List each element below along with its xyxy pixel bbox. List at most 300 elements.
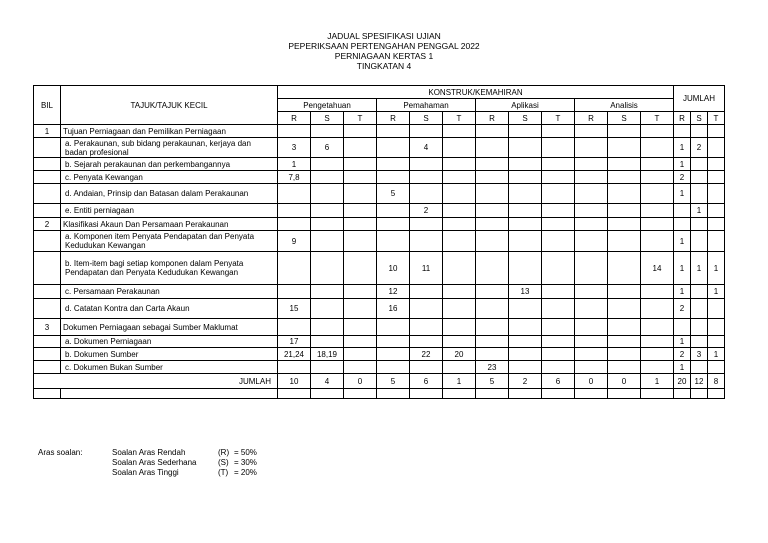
question-number-cell [377,138,410,158]
question-number-cell [575,319,608,336]
question-number-cell: 15 [278,299,311,319]
question-number-cell [410,299,443,319]
question-number-cell [608,231,641,252]
question-number-cell: 7,8 [278,171,311,184]
question-number-cell [311,125,344,138]
question-number-cell [509,361,542,374]
level-header-cell: R [674,112,691,125]
blank-cell [410,389,443,399]
blank-cell [608,389,641,399]
question-number-cell [443,218,476,231]
total-count-cell: 2 [674,348,691,361]
question-number-cell [575,361,608,374]
subtopic-cell: e. Entiti perniagaan [61,204,278,218]
question-number-cell [542,348,575,361]
row-bil [34,348,61,361]
question-number-cell [542,218,575,231]
question-number-cell [443,319,476,336]
total-count-cell [708,361,725,374]
question-number-cell: 6 [311,138,344,158]
row-bil: 1 [34,125,61,138]
question-number-cell [443,252,476,285]
question-number-cell [608,125,641,138]
question-number-cell [311,252,344,285]
question-number-cell [542,158,575,171]
question-number-cell: 9 [278,231,311,252]
level-header-cell: R [278,112,311,125]
total-count-cell [708,204,725,218]
total-count-cell [691,299,708,319]
question-number-cell [608,158,641,171]
total-value-cell: 12 [691,374,708,389]
question-number-cell [278,125,311,138]
question-number-cell [641,218,674,231]
question-number-cell [509,231,542,252]
total-count-cell [708,299,725,319]
legend-value: = 20% [234,468,257,477]
blank-cell [311,389,344,399]
question-number-cell [344,299,377,319]
total-value-cell: 20 [674,374,691,389]
level-header-cell: T [641,112,674,125]
total-count-cell: 1 [674,252,691,285]
question-number-cell [509,184,542,204]
question-number-cell [344,125,377,138]
total-count-cell: 1 [691,204,708,218]
totals-row [34,374,725,389]
question-number-cell [377,204,410,218]
total-value-cell: 6 [542,374,575,389]
question-number-cell [575,299,608,319]
subtopic-cell: b. Item-item bagi setiap komponen dalam Penyata Pendapatan dan Penyata Kedudukan Kewangan [61,252,278,285]
question-number-cell [377,319,410,336]
question-number-cell [575,184,608,204]
question-number-cell: 20 [443,348,476,361]
question-number-cell [509,299,542,319]
question-number-cell [509,204,542,218]
total-count-cell: 1 [691,252,708,285]
row-bil [34,171,61,184]
question-number-cell: 14 [641,252,674,285]
table-row [34,336,725,348]
blank-cell [443,389,476,399]
table-row [34,125,725,138]
question-number-cell [410,125,443,138]
question-number-cell [575,285,608,299]
question-number-cell: 22 [410,348,443,361]
question-number-cell [575,336,608,348]
question-number-cell [278,252,311,285]
question-number-cell [476,319,509,336]
question-number-cell: 23 [476,361,509,374]
table-row [34,138,725,158]
blank-cell [344,389,377,399]
skill-pengetahuan: Pengetahuan [278,99,377,112]
question-number-cell: 1 [278,158,311,171]
question-number-cell [608,285,641,299]
blank-cell [542,389,575,399]
row-bil [34,361,61,374]
question-number-cell [608,204,641,218]
table-row [34,184,725,204]
subtopic-cell: a. Dokumen Perniagaan [61,336,278,348]
question-number-cell [443,204,476,218]
total-count-cell [708,319,725,336]
question-number-cell [476,231,509,252]
level-header-cell: T [542,112,575,125]
topic-cell: Dokumen Perniagaan sebagai Sumber Maklumat [61,319,278,336]
question-number-cell: 18,19 [311,348,344,361]
blank-cell [61,389,278,399]
question-number-cell [641,204,674,218]
question-number-cell [641,285,674,299]
table-row [34,299,725,319]
row-bil [34,336,61,348]
question-number-cell [311,285,344,299]
question-number-cell [608,171,641,184]
total-count-cell [691,218,708,231]
question-number-cell: 2 [410,204,443,218]
question-number-cell [344,319,377,336]
table-row [34,348,725,361]
blank-cell [708,389,725,399]
total-count-cell [691,231,708,252]
question-number-cell [641,319,674,336]
total-value-cell: 5 [476,374,509,389]
level-header-cell: S [608,112,641,125]
level-header-cell: T [344,112,377,125]
total-count-cell [708,171,725,184]
question-number-cell [476,171,509,184]
question-number-cell: 11 [410,252,443,285]
question-number-cell [476,204,509,218]
subtopic-cell: c. Penyata Kewangan [61,171,278,184]
question-number-cell [542,252,575,285]
question-number-cell [311,299,344,319]
total-count-cell [708,231,725,252]
question-number-cell [476,252,509,285]
question-number-cell [311,361,344,374]
table-row [34,231,725,252]
question-number-cell [443,285,476,299]
total-count-cell [674,204,691,218]
question-number-cell: 12 [377,285,410,299]
total-count-cell: 2 [691,138,708,158]
question-number-cell [542,125,575,138]
total-count-cell [708,125,725,138]
total-value-cell: 1 [443,374,476,389]
blank-cell [575,389,608,399]
question-number-cell [344,204,377,218]
topic-cell: Klasifikasi Akaun Dan Persamaan Perakaunan [61,218,278,231]
question-number-cell: 3 [278,138,311,158]
question-number-cell [476,184,509,204]
total-count-cell: 1 [674,336,691,348]
row-bil [34,158,61,171]
header-paper: PERNIAGAAN KERTAS 1 [334,51,434,61]
blank-cell [476,389,509,399]
total-count-cell [674,125,691,138]
question-number-cell [542,231,575,252]
question-number-cell: 13 [509,285,542,299]
row-bil [34,231,61,252]
legend-code: (T) [218,468,229,477]
question-number-cell [542,285,575,299]
question-number-cell [476,336,509,348]
question-number-cell [608,319,641,336]
question-number-cell [641,348,674,361]
row-bil [34,252,61,285]
table-row [34,158,725,171]
question-number-cell [608,184,641,204]
question-number-cell [641,171,674,184]
blank-row [34,389,725,399]
question-number-cell [476,299,509,319]
header-exam: PEPERIKSAAN PERTENGAHAN PENGGAL 2022 [288,41,480,51]
topic-cell: Tujuan Perniagaan dan Pemilikan Perniagaan [61,125,278,138]
question-number-cell [311,204,344,218]
question-number-cell [410,171,443,184]
question-number-cell [377,125,410,138]
total-count-cell: 1 [674,285,691,299]
total-count-cell [708,138,725,158]
question-number-cell [311,231,344,252]
level-header-cell: T [708,112,725,125]
question-number-cell [344,361,377,374]
question-number-cell [509,348,542,361]
header-topic: TAJUK/TAJUK KECIL [61,86,278,125]
total-value-cell: 2 [509,374,542,389]
table-row [34,204,725,218]
question-number-cell [509,218,542,231]
total-count-cell [691,336,708,348]
question-number-cell [509,138,542,158]
total-value-cell: 0 [608,374,641,389]
legend-value: = 50% [234,448,257,457]
header-total: JUMLAH [674,86,725,112]
question-number-cell [476,125,509,138]
question-number-cell [608,299,641,319]
question-number-cell [344,231,377,252]
question-number-cell [542,361,575,374]
question-number-cell: 5 [377,184,410,204]
subtopic-cell: c. Dokumen Bukan Sumber [61,361,278,374]
question-number-cell [377,231,410,252]
question-number-cell [443,125,476,138]
question-number-cell [278,285,311,299]
level-header-cell: S [691,112,708,125]
question-number-cell [443,299,476,319]
question-number-cell [575,218,608,231]
total-count-cell: 1 [674,231,691,252]
question-number-cell [608,218,641,231]
question-number-cell [575,252,608,285]
question-number-cell [575,348,608,361]
row-bil [34,299,61,319]
total-count-cell [708,218,725,231]
total-value-cell: 0 [575,374,608,389]
question-number-cell [608,336,641,348]
question-number-cell [476,348,509,361]
question-number-cell [443,184,476,204]
question-number-cell [509,252,542,285]
question-number-cell [278,204,311,218]
blank-cell [641,389,674,399]
total-count-cell [691,184,708,204]
legend-code: (S) [218,458,229,467]
question-number-cell [278,184,311,204]
total-count-cell [674,218,691,231]
total-count-cell: 2 [674,171,691,184]
question-number-cell [509,171,542,184]
question-number-cell [278,218,311,231]
legend-value: = 30% [234,458,257,467]
level-header-cell: R [575,112,608,125]
question-number-cell [410,231,443,252]
total-count-cell [691,171,708,184]
subtopic-cell: d. Catatan Kontra dan Carta Akaun [61,299,278,319]
question-number-cell [377,171,410,184]
total-count-cell [691,125,708,138]
table-row [34,218,725,231]
question-number-cell [344,171,377,184]
question-number-cell [575,125,608,138]
question-number-cell [344,336,377,348]
total-count-cell [708,336,725,348]
question-number-cell [575,171,608,184]
question-number-cell [344,218,377,231]
total-count-cell: 1 [674,158,691,171]
totals-label: JUMLAH [34,374,278,389]
total-value-cell: 1 [641,374,674,389]
question-number-cell [575,138,608,158]
level-header-cell: S [410,112,443,125]
subtopic-cell: b. Sejarah perakaunan dan perkembangannya [61,158,278,171]
blank-cell [278,389,311,399]
question-number-cell: 4 [410,138,443,158]
subtopic-cell: a. Perakaunan, sub bidang perakaunan, kerjaya dan badan profesional [61,138,278,158]
subtopic-cell: a. Komponen item Penyata Pendapatan dan Penyata Kedudukan Kewangan [61,231,278,252]
question-number-cell [410,319,443,336]
total-count-cell [691,158,708,171]
question-number-cell [311,218,344,231]
row-bil [34,138,61,158]
question-number-cell [443,361,476,374]
question-number-cell: 21,24 [278,348,311,361]
question-number-cell [377,218,410,231]
question-number-cell [509,319,542,336]
question-number-cell [641,299,674,319]
total-count-cell: 1 [674,138,691,158]
row-bil [34,285,61,299]
question-number-cell [410,285,443,299]
total-value-cell: 5 [377,374,410,389]
legend-code: (R) [218,448,230,457]
question-number-cell [641,125,674,138]
question-number-cell [641,231,674,252]
question-number-cell [410,158,443,171]
question-number-cell: 10 [377,252,410,285]
question-number-cell [311,158,344,171]
question-number-cell [344,184,377,204]
question-number-cell [641,336,674,348]
question-number-cell [476,285,509,299]
question-number-cell [542,299,575,319]
legend-name: Soalan Aras Tinggi [112,468,179,477]
question-number-cell [344,252,377,285]
level-header-cell: R [476,112,509,125]
level-header-cell: S [311,112,344,125]
question-number-cell [344,348,377,361]
question-number-cell [542,319,575,336]
question-number-cell [443,336,476,348]
question-number-cell [608,348,641,361]
question-number-cell [311,184,344,204]
header-bil: BIL [34,86,61,125]
blank-cell [509,389,542,399]
question-number-cell [509,336,542,348]
total-count-cell: 1 [708,252,725,285]
legend-name: Soalan Aras Rendah [112,448,186,457]
table-row [34,319,725,336]
total-count-cell [691,285,708,299]
question-number-cell [542,336,575,348]
question-number-cell [476,218,509,231]
question-number-cell [509,158,542,171]
header-title: JADUAL SPESIFIKASI UJIAN [327,31,441,41]
question-number-cell [344,158,377,171]
question-number-cell [443,231,476,252]
total-value-cell: 4 [311,374,344,389]
question-number-cell: 17 [278,336,311,348]
question-number-cell [608,138,641,158]
question-number-cell [542,204,575,218]
row-bil [34,204,61,218]
question-number-cell [410,336,443,348]
question-number-cell [377,348,410,361]
question-number-cell [344,138,377,158]
total-value-cell: 10 [278,374,311,389]
header-construct: KONSTRUK/KEMAHIRAN [278,86,674,99]
blank-cell [377,389,410,399]
subtopic-cell: d. Andaian, Prinsip dan Batasan dalam Perakaunan [61,184,278,204]
total-count-cell: 1 [708,348,725,361]
question-number-cell [311,319,344,336]
specification-table [33,85,725,399]
total-value-cell: 8 [708,374,725,389]
question-number-cell [443,158,476,171]
question-number-cell [641,158,674,171]
question-number-cell [278,319,311,336]
total-count-cell [691,361,708,374]
total-value-cell: 0 [344,374,377,389]
legend-label: Aras soalan: [38,448,83,457]
question-number-cell [608,361,641,374]
level-header-cell: S [509,112,542,125]
question-number-cell [641,184,674,204]
blank-cell [691,389,708,399]
row-bil [34,184,61,204]
question-number-cell [476,138,509,158]
subtopic-cell: b. Dokumen Sumber [61,348,278,361]
blank-cell [34,389,61,399]
total-value-cell: 6 [410,374,443,389]
question-number-cell [377,361,410,374]
legend-name: Soalan Aras Sederhana [112,458,197,467]
table-row [34,361,725,374]
table-row [34,252,725,285]
question-number-cell [311,336,344,348]
